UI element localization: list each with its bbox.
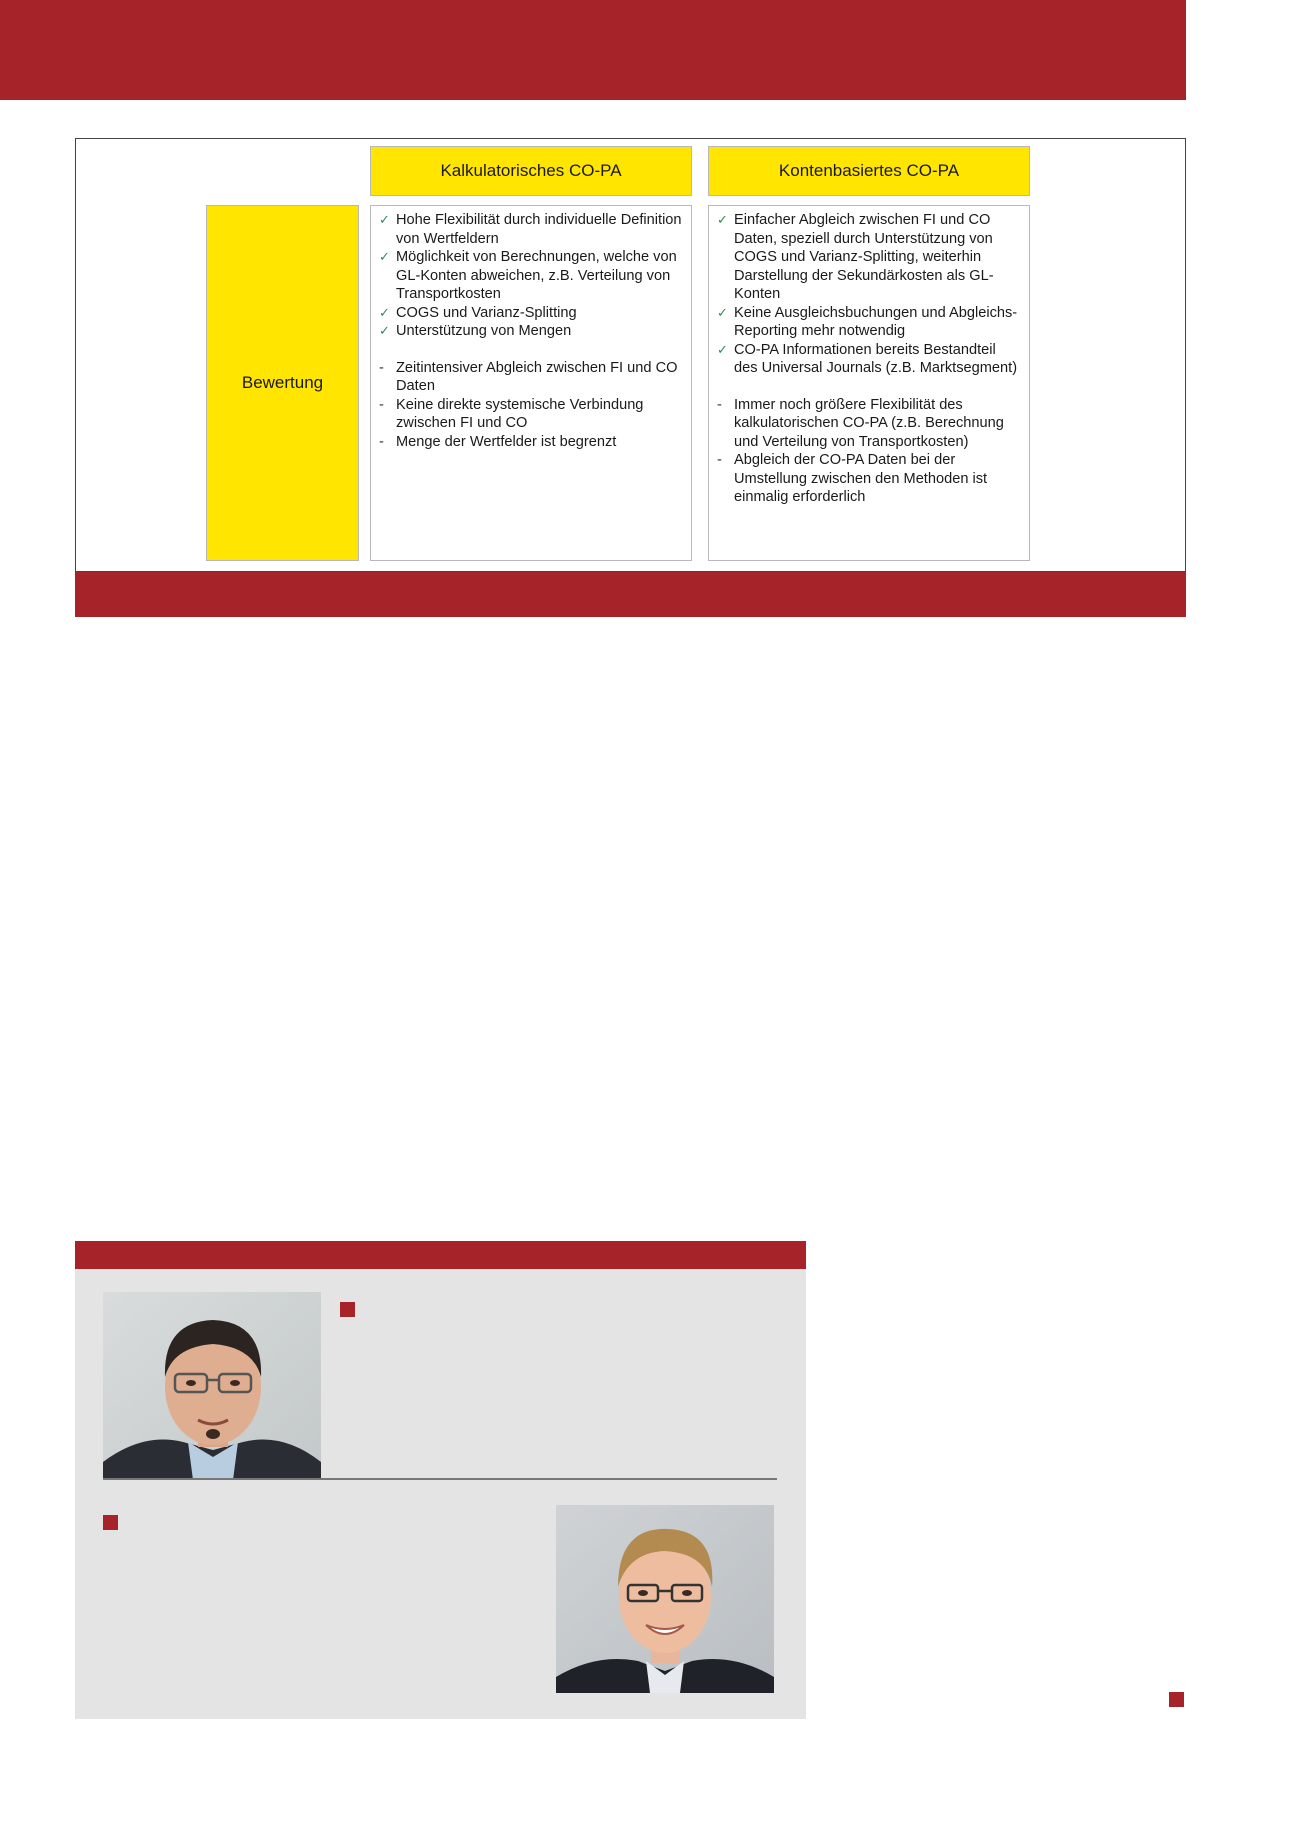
pro-item: ✓ Hohe Flexibilität durch individuelle Definition von Wertfeldern [379,212,682,247]
con-item: - Menge der Wertfelder ist begrenzt [379,433,617,450]
bio-divider [103,1478,777,1480]
con-list [379,359,683,452]
pro-item: ✓ COGS und Varianz-Splitting [379,304,577,321]
check-icon: ✓ [379,249,390,264]
table-footer-bar [75,572,1186,617]
check-icon: ✓ [379,304,390,320]
content-box-kalkulatorisch [370,205,692,561]
con-item: - Immer noch größere Flexibilität des kalkulatorischen CO-PA (z.B. Berechnung und Verteilung von Transportkosten) [717,396,1004,450]
pro-item: ✓ Keine Ausgleichsbuchungen und Abgleichs-Reporting mehr notwendig [717,304,1018,339]
pro-item: ✓ Möglichkeit von Berechnungen, welche von GL-Konten abweichen, z.B. Verteilung von Transportkosten [379,249,677,302]
pro-list [717,211,1021,378]
square-bullet-icon [103,1515,118,1530]
top-banner [0,0,1186,100]
author-photo-2 [556,1505,774,1693]
bio-header-bar [75,1241,806,1269]
check-icon: ✓ [717,212,728,227]
check-icon: ✓ [379,323,390,338]
author-photo-1 [103,1292,321,1480]
con-item: - Zeitintensiver Abgleich zwischen FI und CO Daten [379,359,678,394]
column-header-label: Kalkulatorisches CO-PA [440,161,622,180]
row-label-bewertung [206,205,359,561]
pro-list [379,211,683,341]
content-box-kontenbasiert [708,205,1030,561]
con-item: - Abgleich der CO-PA Daten bei der Umstellung zwischen den Methoden ist einmalig erforderlich [717,452,988,505]
con-list [717,396,1021,507]
dash-icon: - [717,452,722,468]
square-bullet-icon [1169,1692,1184,1707]
dash-icon: - [379,359,384,376]
pro-item: ✓ Unterstützung von Mengen [379,323,572,339]
dash-icon: - [379,433,384,450]
row-label-text: Bewertung [241,373,324,392]
pro-item: ✓ CO-PA Informationen bereits Bestandteil des Universal Journals (z.B. Marktsegment) [717,341,1018,376]
con-item: - Keine direkte systemische Verbindung zwischen FI und CO [379,396,644,431]
column-header-kalkulatorisch [370,146,692,196]
column-header-label: Kontenbasiertes CO-PA [778,161,960,180]
dash-icon: - [717,396,722,413]
check-icon: ✓ [717,304,728,320]
check-icon: ✓ [717,341,728,357]
column-header-kontenbasiert [708,146,1030,196]
pro-item: ✓ Einfacher Abgleich zwischen FI und CO Daten, speziell durch Unterstützung von COGS und Varianz-Splitting, weiterhin Darstellung der Sekundärkosten als GL-Konten [717,212,994,302]
square-bullet-icon [340,1302,355,1317]
dash-icon: - [379,396,384,413]
check-icon: ✓ [379,212,390,227]
